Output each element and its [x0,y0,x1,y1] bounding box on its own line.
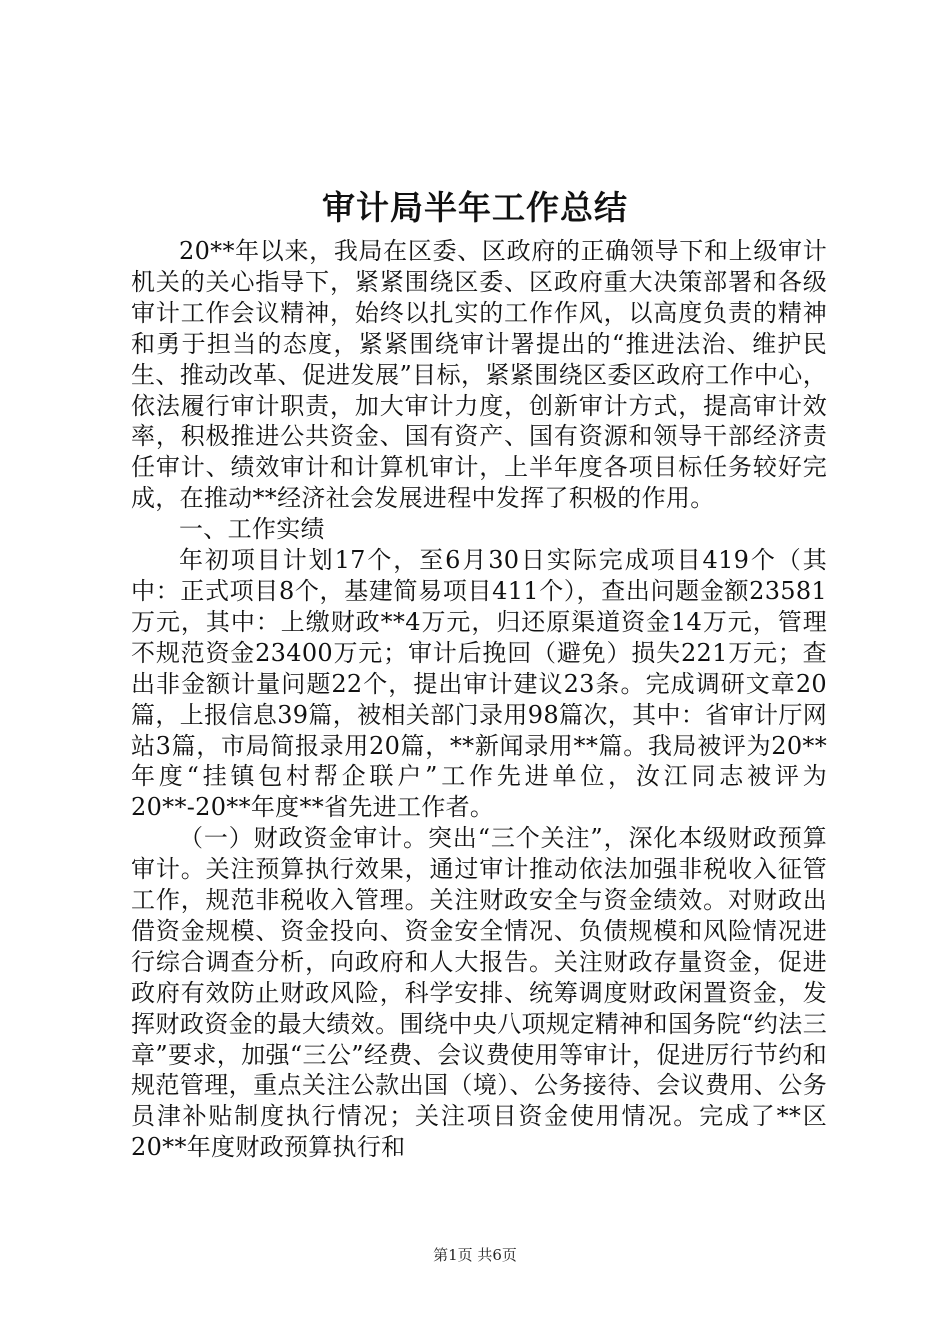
paragraph-fiscal-audit: （一）财政资金审计。突出“三个关注”，深化本级财政预算审计。关注预算执行效果，通过审计推动依法加强非税收入征管工作，规范非税收入管理。关注财政安全与资金绩效。对财政出借资金规模、资金投向、资金安全情况、负债规模和风险情况进行综合调查分析，向政府和人大报告。关注财政存量资金，促进政府有效防止财政风险，科学安排、统筹调度财政闲置资金，发挥财政资金的最大绩效。围绕中央八项规定精神和国务院“约法三章”要求，加强“三公”经费、会议费使用等审计，促进厉行节约和规范管理，重点关注公款出国（境）、公务接待、会议费用、公务员津补贴制度执行情况；关注项目资金使用情况。完成了**区20**年度财政预算执行和 [131,824,827,1162]
section-heading: 一、工作实绩 [179,515,325,544]
page-number: 第1页 共6页 [433,1246,517,1264]
paragraph-intro: 20**年以来，我局在区委、区政府的正确领导下和上级审计机关的关心指导下，紧紧围绕区委、区政府重大决策部署和各级审计工作会议精神，始终以扎实的工作作风，以高度负责的精神和勇于担当的态度，紧紧围绕审计署提出的“推进法治、维护民生、推动改革、促进发展”目标，紧紧围绕区委区政府工作中心，依法履行审计职责，加大审计力度，创新审计方式，提高审计效率，积极推进公共资金、国有资产、国有资源和领导干部经济责任审计、绩效审计和计算机审计，上半年度各项目标任务较好完成，在推动**经济社会发展进程中发挥了积极的作用。 [131,237,827,513]
document-title: 审计局半年工作总结 [322,188,628,227]
paragraph-achievements: 年初项目计划17个，至6月30日实际完成项目419个（其中：正式项目8个，基建简易项目411个），查出问题金额23581万元，其中：上缴财政**4万元，归还原渠道资金14万元，管理不规范资金23400万元；审计后挽回（避免）损失221万元；查出非金额计量问题22个，提出审计建议23条。完成调研文章20篇，上报信息39篇，被相关部门录用98篇次，其中：省审计厅网站3篇，市局简报录用20篇，**新闻录用**篇。我局被评为20**年度“挂镇包村帮企联户”工作先进单位，汝江同志被评为20**-20**年度**省先进工作者。 [131,546,827,822]
document-body [131,236,827,1163]
